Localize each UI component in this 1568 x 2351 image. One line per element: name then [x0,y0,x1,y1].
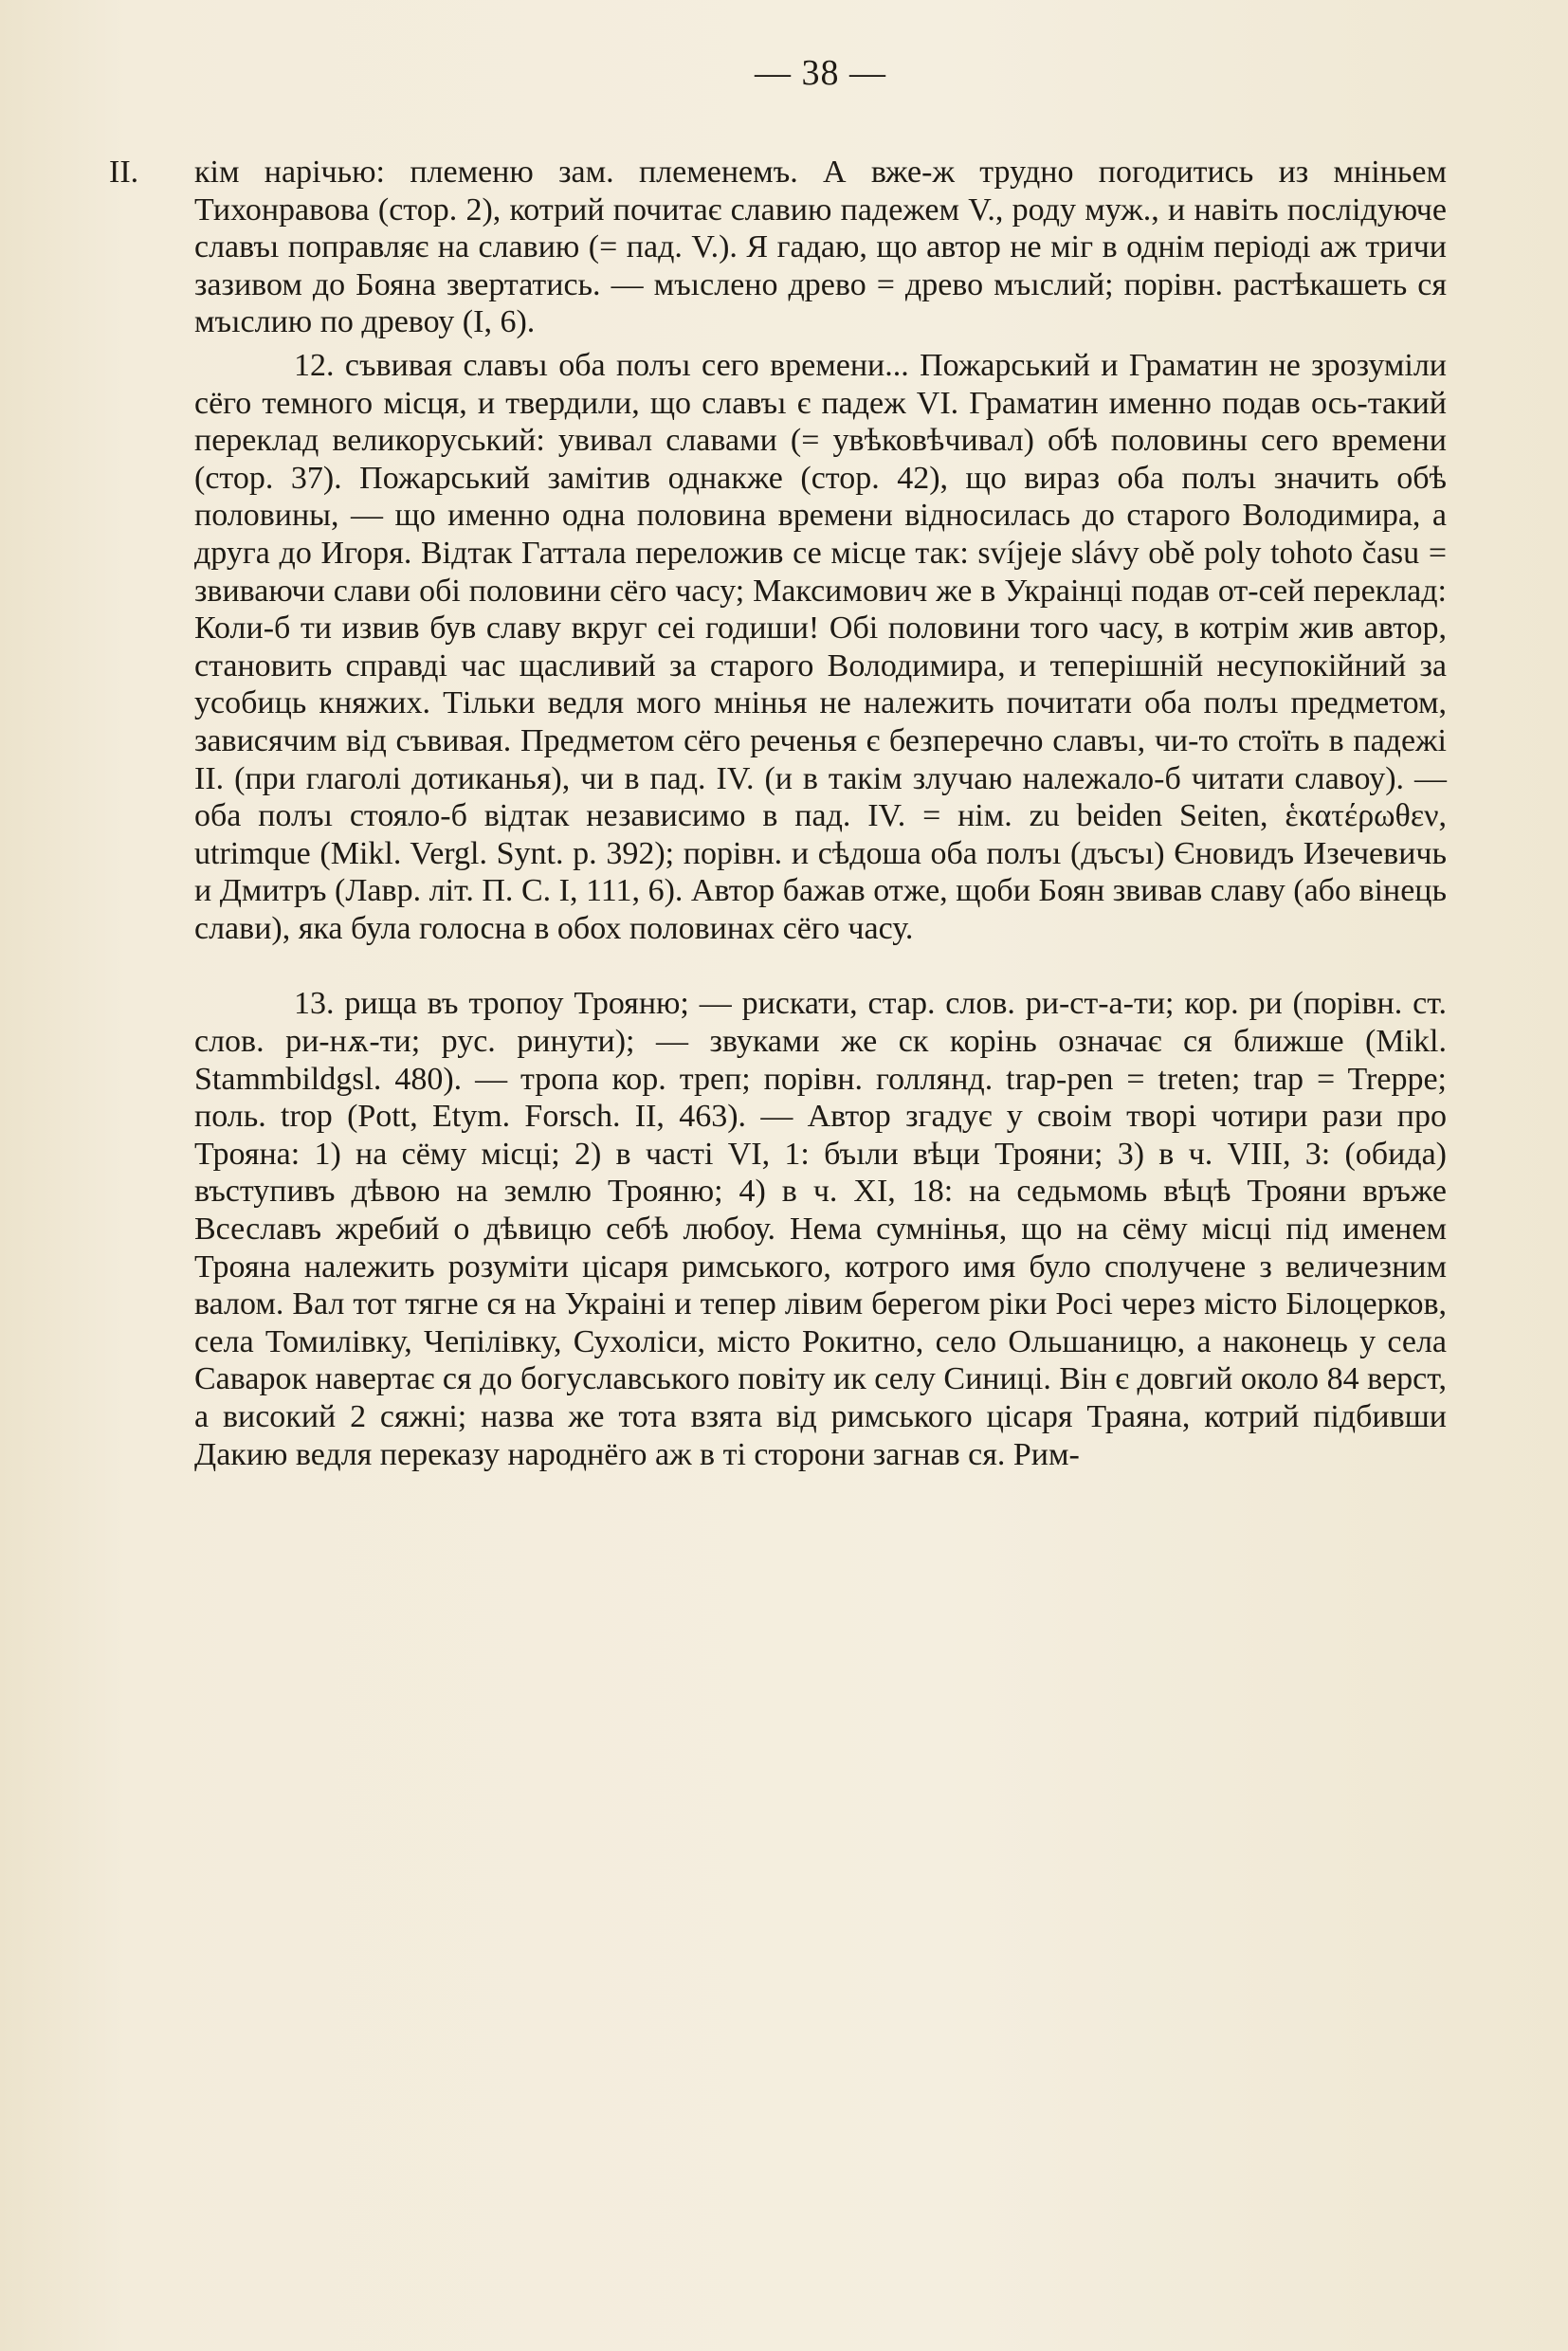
paragraph-note-13: 13. рища въ тропоу Трояню; — рискати, стар. слов. ри-ст-а-ти; кор. ри (порівн. ст. слов. ри-нѫ-ти; рус. ринути); — звуками же ск корінь означає ся ближше (Mikl. Stammbildgsl. 480). — тропа кор. треп; порівн. голлянд. trap-pen = treten; trap = Treppe; поль. trop (Pott, Etym. Forsch. II, 463). — Автор згадує у своім творі чотири рази про Трояна: 1) на сёму місці; 2) в часті VI, 1: бъıли вѣци Трояни; 3) в ч. VIII, 3: (обида) въступивъ дѣвою на землю Трояню; 4) в ч. XI, 18: на седьмомь вѣцѣ Трояни връже Всеславъ жребий о дѣвицю себѣ любоу. Нема сумнінья, що на сёму місці під именем Трояна належить розуміти цісаря римського, котрого имя було сполучене з величезним валом. Вал тот тягне ся на Украіні и тепер лівим берегом ріки Росі через місто Білоцерков, села Томилівку, Чепілівку, Сухоліси, місто Рокитно, село Ольшаницю, а наконець у села Саварок навертає ся до богуславського повіту ик селу Синиці. Він є довгий около 84 верст, а високий 2 сяжні; назва же тота взята від римського цісаря Траяна, котрий підбивши Дакию ведля переказу народнёго аж в ті сторони загнав ся. Рим- [194,986,1447,1472]
paragraph-note-12: 12. съвивая славъı оба полъı сего времени... Пожарський и Граматин не зрозуміли сёго темного місця, и твердили, що славъı є падеж VI. Граматин именно подав ось-такий переклад великоруський: увивал славами (= увѣковѣчивал) обѣ половины сего времени (стор. 37). Пожарський замітив однакже (стор. 42), що вираз оба полъı значить обѣ половины, — що именно одна половина времени відносилась до старого Володимира, а друга до Игоря. Відтак Гаттала переложив се місце так: svíjeje slávy obě poly tohoto času = звиваючи слави обі половини сёго часу; Максимович же в Украінці подав от-сей переклад: Коли-б ти извив був славу вкруг сеі годиши! Обі половини того часу, в котрім жив автор, становить справді час щасливий за старого Володимира, и теперішній несупокійний за усобиць княжих. Тільки ведля мого мнінья не належить почитати оба полъı предметом, зависячим від съвивая. Предметом сёго реченья є безперечно славъı, чи-то стоїть в падежі II. (при глаголі дотиканья), чи в пад. IV. (и в такім злучаю належало-б читати славоу). — оба полъı стояло-б відтак независимо в пад. IV. = нім. zu beiden Seiten, ἑκατέρωθεν, utrimque (Mikl. Vergl. Synt. p. 392); порівн. и сѣдоша оба полъı (дъсъı) Єновидъ Изечевичь и Дмитръ (Лавр. літ. П. С. I, 111, 6). Автор бажав отже, щоби Боян звивав славу (або вінець слави), яка була голосна в обох половинах сёго часу. [194,347,1447,946]
paragraph-text: кім нарічью: племеню зам. племенемъ. А вже-ж трудно погодитись из мніньем Тихонравова (стор. 2), котрий почитає славию падежем V., роду муж., и навіть послідуюче славъı поправляє на славию (= пад. V.). Я гадаю, що автор не міг в однім періоді аж тричи зазивом до Бояна звертатись. — мъıслено древо = древо мъıслий; порівн. растѣкашеть ся мъıслию по древоу (I, 6). [194,155,1447,340]
paragraph-continuation [109,154,1447,341]
page-number: — 38 — [755,53,886,93]
margin-label: II. [109,155,139,190]
